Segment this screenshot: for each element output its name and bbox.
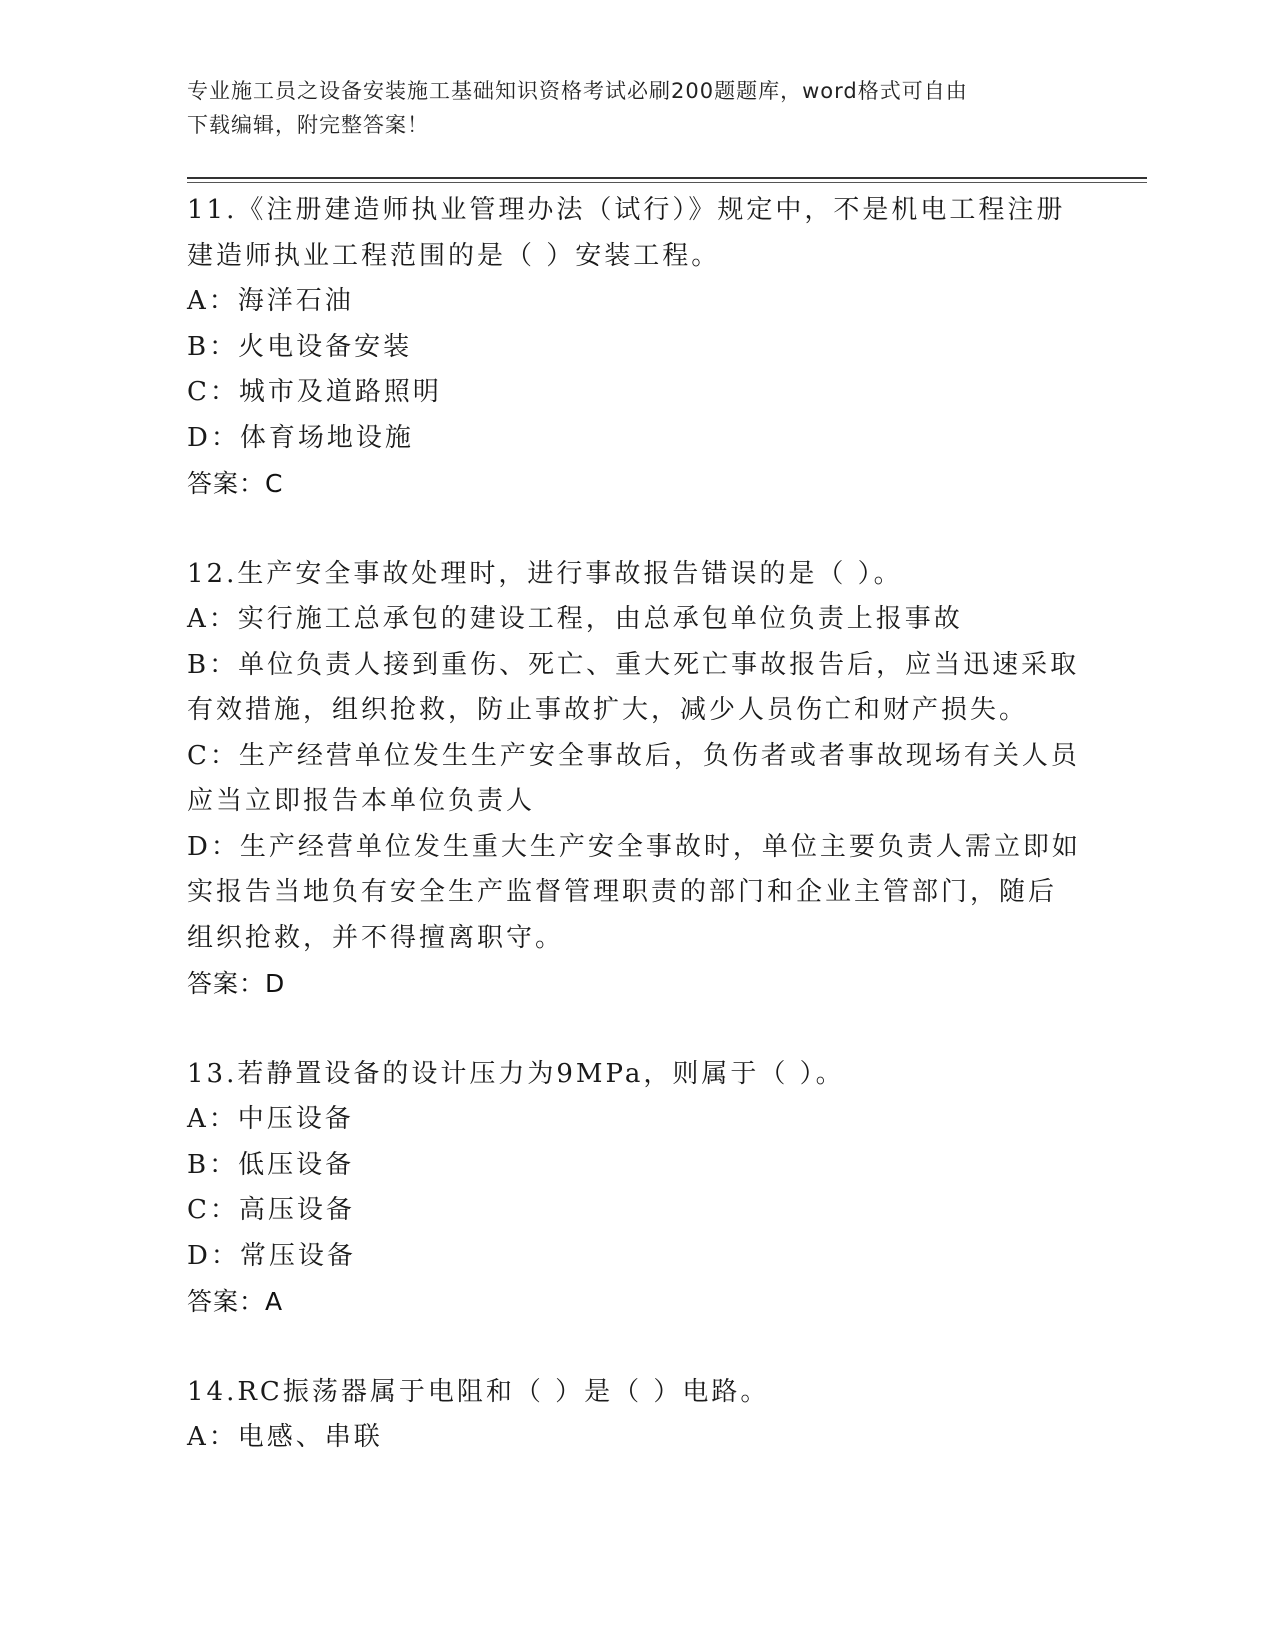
question-text: 11.《注册建造师执业管理办法（试行）》规定中，不是机电工程注册 xyxy=(187,195,1066,225)
question-12 xyxy=(187,552,1087,1007)
question-text: 13.若静置设备的设计压力为9MPa，则属于（ ）。 xyxy=(187,1058,845,1089)
header-divider-thick xyxy=(187,177,1147,179)
header-line-2: 下载编辑，附完整答案！ xyxy=(187,113,429,137)
question-list xyxy=(187,188,1087,1461)
question-13 xyxy=(187,1052,1087,1325)
option-b: B：低压设备 xyxy=(187,1149,355,1180)
question-11 xyxy=(187,188,1087,507)
header-line-1: 专业施工员之设备安装施工基础知识资格考试必刷200题题库，word格式可自由 xyxy=(187,79,968,103)
option-b-line: 有效措施，组织抢救，防止事故扩大，减少人员伤亡和财产损失。 xyxy=(187,695,1029,725)
option-c: C：城市及道路照明 xyxy=(187,377,442,407)
option-a: A：海洋石油 xyxy=(187,286,354,316)
question-text: 14.RC振荡器属于电阻和（ ）是（ ）电路。 xyxy=(187,1376,770,1407)
document-header xyxy=(187,74,1087,142)
option-a: A：实行施工总承包的建设工程，由总承包单位负责上报事故 xyxy=(187,604,963,634)
answer: 答案：D xyxy=(187,969,286,998)
option-d: D：体育场地设施 xyxy=(187,422,414,453)
question-14 xyxy=(187,1370,1087,1461)
option-c: C：高压设备 xyxy=(187,1195,355,1225)
option-d-line: 组织抢救，并不得擅离职守。 xyxy=(187,922,565,953)
option-d xyxy=(187,825,1087,962)
answer: 答案：A xyxy=(187,1287,284,1316)
option-b-line: B：单位负责人接到重伤、死亡、重大死亡事故报告后，应当迅速采取 xyxy=(187,649,1080,680)
option-c-line: C：生产经营单位发生生产安全事故后，负伤者或者事故现场有关人员 xyxy=(187,740,1080,771)
header-divider-thin xyxy=(187,182,1147,183)
option-a: A：电感、串联 xyxy=(187,1422,383,1452)
answer: 答案：C xyxy=(187,469,284,498)
option-b: B：火电设备安装 xyxy=(187,331,413,362)
option-c-line: 应当立即报告本单位负责人 xyxy=(187,786,536,816)
question-text: 12.生产安全事故处理时，进行事故报告错误的是（ ）。 xyxy=(187,558,903,589)
option-b xyxy=(187,643,1087,734)
option-c xyxy=(187,734,1087,825)
question-text: 建造师执业工程范围的是（ ）安装工程。 xyxy=(187,240,721,271)
option-d: D：常压设备 xyxy=(187,1240,356,1271)
option-d-line: 实报告当地负有安全生产监督管理职责的部门和企业主管部门，随后 xyxy=(187,877,1058,907)
option-a: A：中压设备 xyxy=(187,1104,354,1134)
option-d-line: D：生产经营单位发生重大生产安全事故时，单位主要负责人需立即如 xyxy=(187,831,1081,862)
